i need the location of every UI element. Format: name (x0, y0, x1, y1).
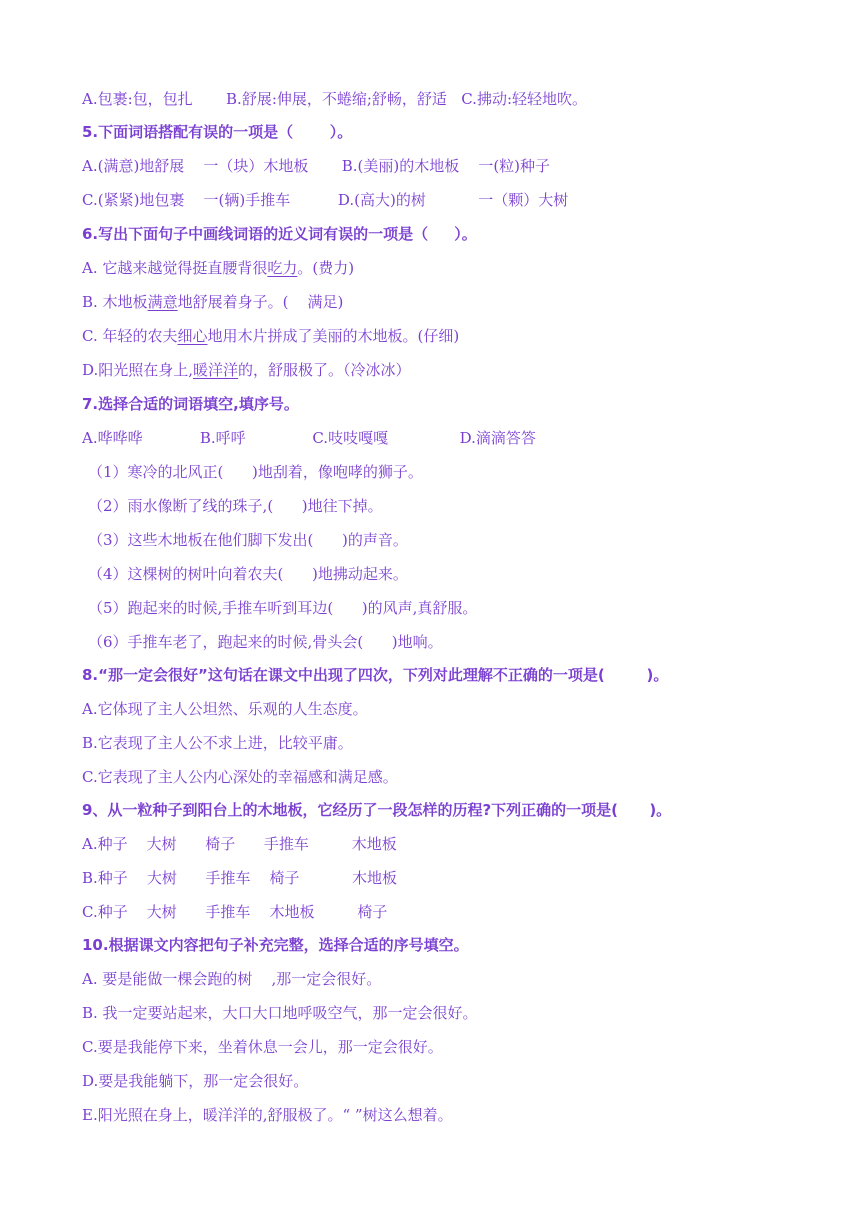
q9-option-a: A.种子 大树 椅子 手推车 木地板 (82, 835, 397, 853)
q6-c-underlined: 细心 (177, 327, 208, 345)
q10-option-a: A. 要是能做一棵会跑的树 ,那一定会很好。 (82, 970, 382, 988)
q6-a-underlined: 吃力 (267, 259, 298, 277)
q6-b-post: 地舒展着身子。( 满足) (177, 293, 344, 311)
q6-option-b (82, 292, 343, 312)
q5-options-cd: C.(紧紧)地包裹 一(辆)手推车 D.(高大)的树 一（颗）大树 (82, 191, 569, 209)
q9-option-b: B.种子 大树 手推车 椅子 木地板 (82, 869, 397, 887)
q8-option-a: A.它体现了主人公坦然、乐观的人生态度。 (82, 700, 368, 718)
q6-option-a (82, 258, 354, 278)
q6-a-pre: A. 它越来越觉得挺直腰背很 (82, 259, 268, 277)
q4-options-line: A.包裹:包，包扎 B.舒展:伸展，不蜷缩;舒畅，舒适 C.拂动:轻轻地吹。 (82, 90, 588, 108)
question-10-title: 10.根据课文内容把句子补充完整，选择合适的序号填空。 (82, 936, 469, 954)
q7-item-3: （3）这些木地板在他们脚下发出( )的声音。 (88, 531, 408, 549)
question-6-title: 6.写出下面句子中画线词语的近义词有误的一项是（ ）。 (82, 225, 477, 243)
q6-d-post: 的，舒服极了。（冷冰冰） (238, 361, 411, 379)
q6-c-post: 地用木片拼成了美丽的木地板。(仔细) (207, 327, 460, 345)
q10-option-b: B. 我一定要站起来，大口大口地呼吸空气，那一定会很好。 (82, 1004, 478, 1022)
q6-a-post: 。(费力) (297, 259, 355, 277)
q7-item-2: （2）雨水像断了线的珠子,( )地往下掉。 (88, 497, 383, 515)
q6-d-underlined: 暖洋洋 (193, 361, 239, 379)
q7-word-options: A.哗哗哗 B.呼呼 C.吱吱嘎嘎 D.滴滴答答 (82, 429, 536, 447)
q5-options-ab: A.(满意)地舒展 一（块）木地板 B.(美丽)的木地板 一(粒)种子 (82, 157, 551, 175)
q7-item-5: （5）跑起来的时候,手推车听到耳边( )的风声,真舒服。 (88, 599, 478, 617)
q10-option-c: C.要是我能停下来，坐着休息一会儿，那一定会很好。 (82, 1038, 443, 1056)
question-8-title: 8.“那一定会很好”这句话在课文中出现了四次，下列对此理解不正确的一项是( )。 (82, 666, 669, 684)
question-5-title: 5.下面词语搭配有误的一项是（ ）。 (82, 123, 353, 141)
q10-option-d: D.要是我能躺下，那一定会很好。 (82, 1072, 309, 1090)
q9-option-c: C.种子 大树 手推车 木地板 椅子 (82, 903, 388, 921)
q10-option-e: E.阳光照在身上，暖洋洋的,舒服极了。“ ”树这么想着。 (82, 1106, 453, 1124)
q6-d-pre: D.阳光照在身上, (82, 361, 194, 379)
q7-item-1: （1）寒冷的北风正( )地刮着，像咆哮的狮子。 (88, 463, 423, 481)
question-9-title: 9、从一粒种子到阳台上的木地板，它经历了一段怎样的历程?下列正确的一项是( )。 (82, 801, 672, 819)
q8-option-b: B.它表现了主人公不求上进，比较平庸。 (82, 734, 353, 752)
q6-c-pre: C. 年轻的农夫 (82, 327, 178, 345)
q8-option-c: C.它表现了主人公内心深处的幸福感和满足感。 (82, 768, 398, 786)
q7-item-4: （4）这棵树的树叶向着农夫( )地拂动起来。 (88, 565, 408, 583)
q6-option-c (82, 326, 459, 346)
q6-option-d (82, 360, 411, 380)
q7-item-6: （6）手推车老了，跑起来的时候,骨头会( )地响。 (88, 633, 443, 651)
q6-b-underlined: 满意 (147, 293, 178, 311)
question-7-title: 7.选择合适的词语填空,填序号。 (82, 395, 299, 413)
q6-b-pre: B. 木地板 (82, 293, 148, 311)
